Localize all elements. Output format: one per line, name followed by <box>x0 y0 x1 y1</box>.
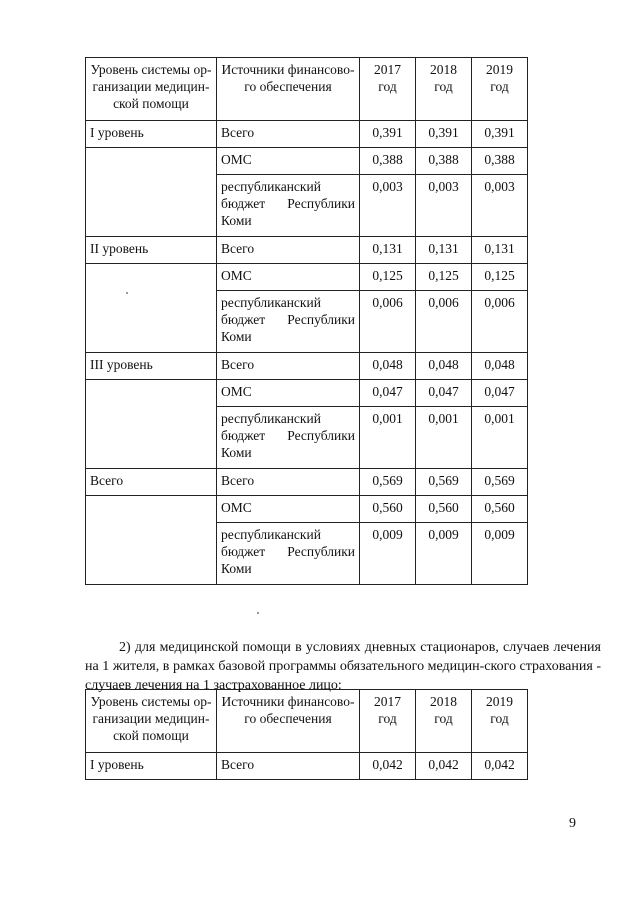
value-2017: 0,560 <box>360 496 416 523</box>
row-level: II уровень <box>86 237 217 264</box>
value-2019: 0,569 <box>472 469 528 496</box>
header-2017: 2017 год <box>360 690 416 753</box>
source-word: Республики <box>287 312 355 327</box>
value-2017: 0,391 <box>360 121 416 148</box>
value-2018: 0,003 <box>416 175 472 237</box>
source-word: Республики <box>287 196 355 211</box>
source-line: Коми <box>221 561 252 576</box>
table-row <box>86 496 528 523</box>
value-2018: 0,048 <box>416 353 472 380</box>
value-2017: 0,131 <box>360 237 416 264</box>
value-2018: 0,006 <box>416 291 472 353</box>
row-level: I уровень <box>86 753 217 780</box>
source-line <box>221 427 355 444</box>
header-source: Источники финансово-го обеспечения <box>217 58 360 121</box>
value-2018: 0,131 <box>416 237 472 264</box>
row-level: I уровень <box>86 121 217 148</box>
table-row <box>86 380 528 407</box>
source-line <box>221 543 355 560</box>
header-level: Уровень системы ор-ганизации медицин-ской помощи <box>86 58 217 121</box>
value-2018: 0,125 <box>416 264 472 291</box>
value-2018: 0,569 <box>416 469 472 496</box>
value-2019: 0,560 <box>472 496 528 523</box>
row-source: ОМС <box>217 496 360 523</box>
value-2018: 0,047 <box>416 380 472 407</box>
page-number: 9 <box>569 816 576 831</box>
value-2019: 0,006 <box>472 291 528 353</box>
value-2019: 0,003 <box>472 175 528 237</box>
table-header-row <box>86 58 528 121</box>
table-row <box>86 353 528 380</box>
header-2018: 2018 год <box>416 690 472 753</box>
table-row <box>86 469 528 496</box>
body-paragraph: 2) для медицинской помощи в условиях дневных стационаров, случаев лечения на 1 жителя, в рамках базовой программы обязательного медицин-ского страхования - случаев лечения на 1 застрахованное лицо: <box>85 640 601 693</box>
value-2018: 0,388 <box>416 148 472 175</box>
header-level: Уровень системы ор-ганизации медицин-ской помощи <box>86 690 217 753</box>
value-2019: 0,001 <box>472 407 528 469</box>
source-line <box>221 195 355 212</box>
source-word: бюджет <box>221 428 266 443</box>
value-2017: 0,047 <box>360 380 416 407</box>
source-line: Коми <box>221 445 252 460</box>
scan-speck <box>126 292 128 294</box>
value-2018: 0,001 <box>416 407 472 469</box>
value-2017: 0,042 <box>360 753 416 780</box>
row-source: Всего <box>217 237 360 264</box>
table-row <box>86 121 528 148</box>
source-line <box>221 311 355 328</box>
source-line: Коми <box>221 213 252 228</box>
row-source <box>217 175 360 237</box>
row-level-empty <box>86 407 217 469</box>
source-line: Коми <box>221 329 252 344</box>
value-2019: 0,009 <box>472 523 528 585</box>
header-2018: 2018 год <box>416 58 472 121</box>
value-2017: 0,001 <box>360 407 416 469</box>
source-word: бюджет <box>221 544 266 559</box>
row-source: ОМС <box>217 148 360 175</box>
row-source: Всего <box>217 469 360 496</box>
source-word: Республики <box>287 544 355 559</box>
row-level-empty <box>86 148 217 175</box>
value-2017: 0,125 <box>360 264 416 291</box>
value-2019: 0,047 <box>472 380 528 407</box>
table-row <box>86 264 528 291</box>
row-source <box>217 407 360 469</box>
row-source: Всего <box>217 753 360 780</box>
source-line: республиканский <box>221 295 321 310</box>
value-2018: 0,042 <box>416 753 472 780</box>
header-2019: 2019 год <box>472 690 528 753</box>
value-2017: 0,006 <box>360 291 416 353</box>
value-2017: 0,388 <box>360 148 416 175</box>
table-row <box>86 148 528 175</box>
header-source: Источники финансово-го обеспечения <box>217 690 360 753</box>
table-row <box>86 407 528 469</box>
value-2019: 0,388 <box>472 148 528 175</box>
value-2019: 0,391 <box>472 121 528 148</box>
value-2017: 0,003 <box>360 175 416 237</box>
row-source: ОМС <box>217 380 360 407</box>
row-level: III уровень <box>86 353 217 380</box>
row-source <box>217 523 360 585</box>
row-level-empty <box>86 380 217 407</box>
table-row <box>86 175 528 237</box>
row-source <box>217 291 360 353</box>
source-line: республиканский <box>221 527 321 542</box>
table-row <box>86 291 528 353</box>
row-source: Всего <box>217 121 360 148</box>
value-2018: 0,009 <box>416 523 472 585</box>
row-source: Всего <box>217 353 360 380</box>
table-row <box>86 753 528 780</box>
row-level-empty <box>86 264 217 291</box>
header-2017: 2017 год <box>360 58 416 121</box>
value-2019: 0,048 <box>472 353 528 380</box>
row-level-empty <box>86 523 217 585</box>
financing-table-day-care <box>85 689 528 780</box>
row-level-empty <box>86 496 217 523</box>
value-2019: 0,131 <box>472 237 528 264</box>
source-word: Республики <box>287 428 355 443</box>
row-level-empty <box>86 291 217 353</box>
row-source: ОМС <box>217 264 360 291</box>
source-line: республиканский <box>221 179 321 194</box>
row-level: Всего <box>86 469 217 496</box>
value-2017: 0,048 <box>360 353 416 380</box>
source-word: бюджет <box>221 312 266 327</box>
scan-speck <box>257 612 259 614</box>
value-2019: 0,125 <box>472 264 528 291</box>
value-2017: 0,569 <box>360 469 416 496</box>
table-header-row <box>86 690 528 753</box>
row-level-empty <box>86 175 217 237</box>
table-row <box>86 523 528 585</box>
value-2017: 0,009 <box>360 523 416 585</box>
value-2019: 0,042 <box>472 753 528 780</box>
header-2019: 2019 год <box>472 58 528 121</box>
value-2018: 0,560 <box>416 496 472 523</box>
source-line: республиканский <box>221 411 321 426</box>
table-row <box>86 237 528 264</box>
financing-table-24h <box>85 57 528 585</box>
source-word: бюджет <box>221 196 266 211</box>
value-2018: 0,391 <box>416 121 472 148</box>
